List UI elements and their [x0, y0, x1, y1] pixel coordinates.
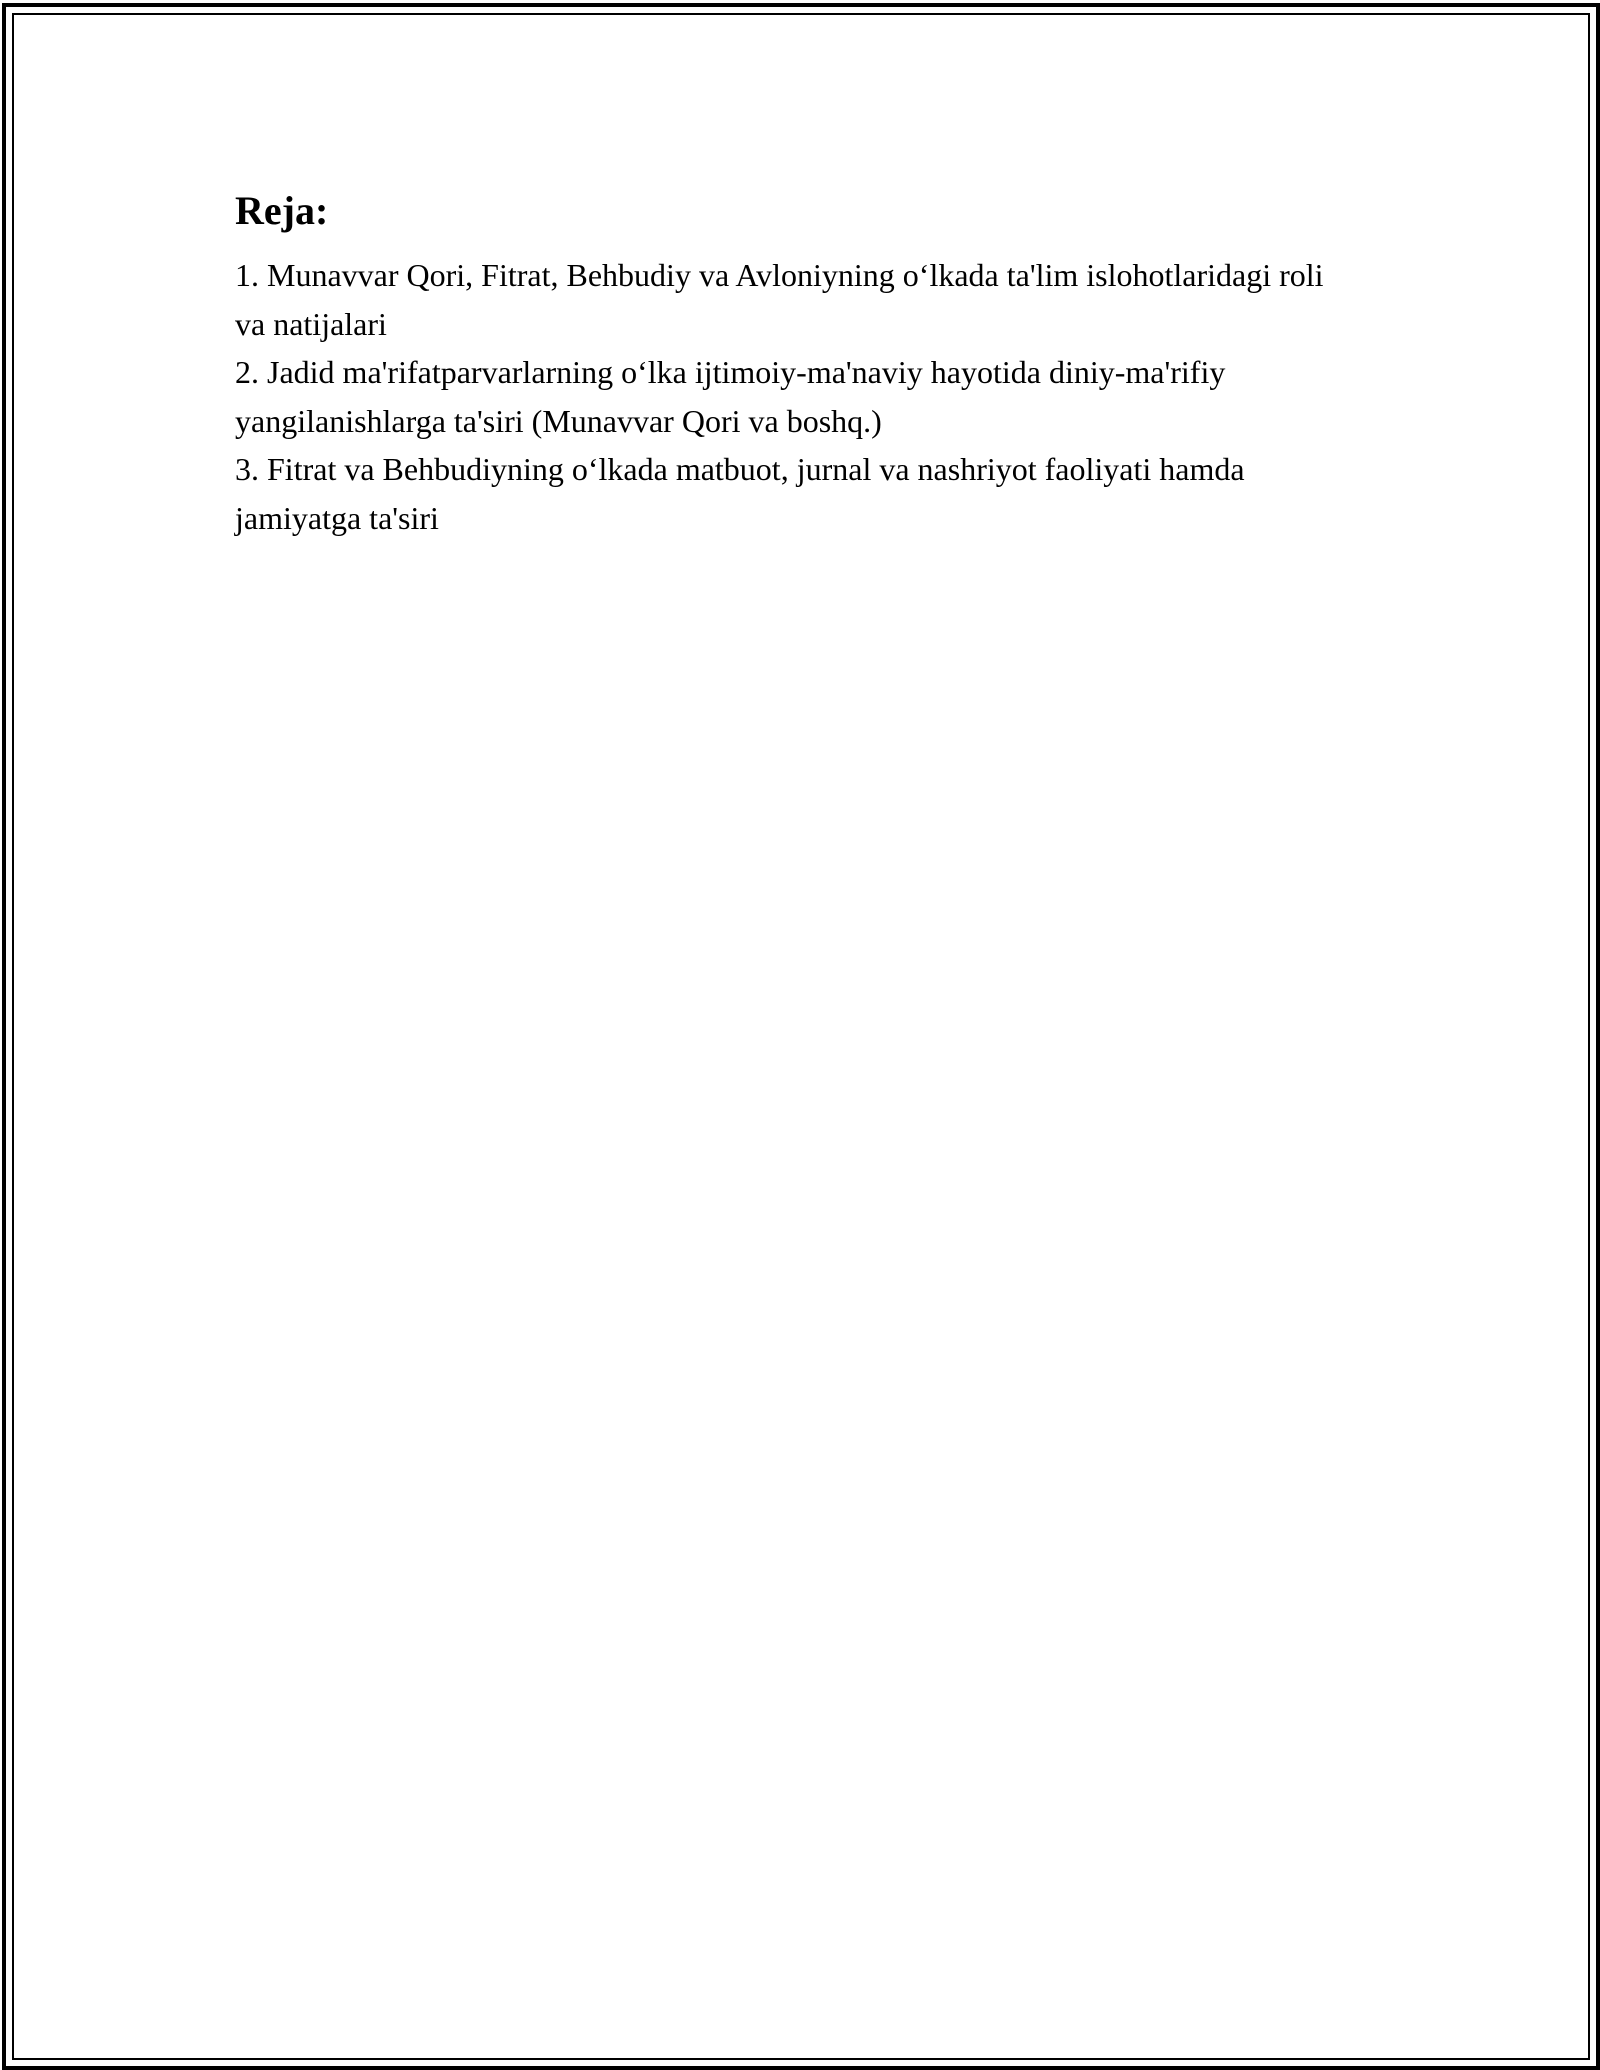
- plan-item-2: 2. Jadid ma'rifatparvarlarning oʻlka ijtimoiy-ma'naviy hayotida diniy-ma'rifiy yangilanishlarga ta'siri (Munavvar Qori va boshq.): [235, 354, 1226, 439]
- plan-list: [235, 251, 1355, 542]
- plan-item-1: 1. Munavvar Qori, Fitrat, Behbudiy va Avloniyning oʻlkada ta'lim islohotlaridagi roli va natijalari: [235, 257, 1324, 342]
- plan-title: Reja:: [235, 188, 329, 233]
- plan-item-3: 3. Fitrat va Behbudiyning oʻlkada matbuot, jurnal va nashriyot faoliyati hamda jamiyatga ta'siri: [235, 451, 1245, 536]
- page-content: [235, 185, 1355, 542]
